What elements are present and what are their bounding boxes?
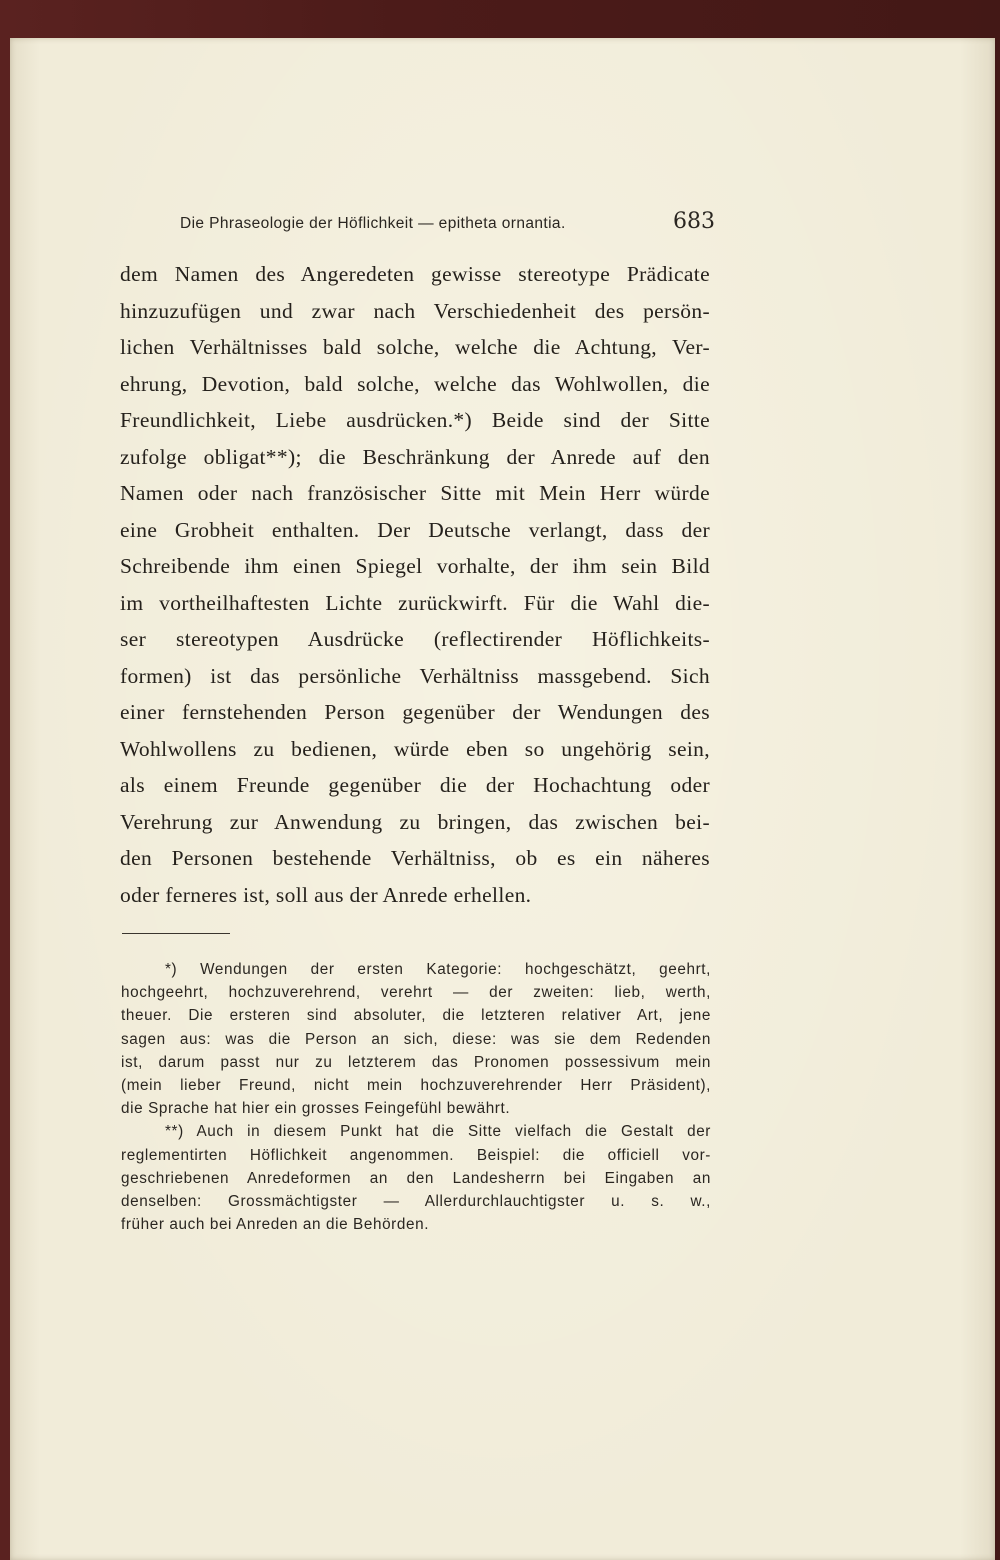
footnote-line: denselben: Grossmächtigster — Allerdurchlauchtigster u. s. w., [121,1193,711,1211]
body-line: zufolge obligat**); die Beschränkung der Anrede auf den [120,444,710,469]
body-line: einer fernstehenden Person gegenüber der Wendungen des [120,700,710,724]
footnote-line: ist, darum passt nur zu letzterem das Pronomen possessivum mein [121,1053,711,1071]
running-title: Die Phraseologie der Höflichkeit — epitheta ornantia. [180,215,566,232]
body-line: ehrung, Devotion, bald solche, welche das Wohlwollen, die [120,371,710,396]
body-line: Verehrung zur Anwendung zu bringen, das zwischen bei- [120,809,710,834]
body-line: im vortheilhaftesten Lichte zurückwirft. Für die Wahl die- [120,590,710,615]
footnote-line: früher auch bei Anreden an die Behörden. [121,1216,430,1234]
body-line: formen) ist das persönliche Verhältniss massgebend. Sich [120,663,710,688]
footnotes [121,958,711,1236]
body-paragraph [120,256,710,913]
footnote-line: reglementirten Höflichkeit angenommen. Beispiel: die officiell vor- [121,1146,711,1164]
body-line: hinzuzufügen und zwar nach Verschiedenheit des persön- [120,298,710,323]
footnote-line: theuer. Die ersteren sind absoluter, die letzteren relativer Art, jene [121,1007,711,1025]
footnote-line: sagen aus: was die Person an sich, diese: was sie dem Redenden [121,1030,711,1048]
body-line: dem Namen des Angeredeten gewisse stereotype Prädicate [120,262,710,286]
footnote-line: **) Auch in diesem Punkt hat die Sitte vielfach die Gestalt der [165,1123,711,1141]
body-line: Namen oder nach französischer Sitte mit Mein Herr würde [120,481,710,505]
body-line: ser stereotypen Ausdrücke (reflectirender Höflichkeits- [120,627,710,651]
body-line: Schreibende ihm einen Spiegel vorhalte, der ihm sein Bild [120,554,710,578]
footnote-line: hochgeehrt, hochzuverehrend, verehrt — der zweiten: lieb, werth, [121,984,711,1002]
body-line: eine Grobheit enthalten. Der Deutsche verlangt, dass der [120,517,710,542]
page-header [170,200,715,240]
footnote-line: *) Wendungen der ersten Kategorie: hochgeschätzt, geehrt, [165,961,711,978]
footnote-line: (mein lieber Freund, nicht mein hochzuverehrender Herr Präsident), [121,1077,711,1095]
body-line: Wohlwollens zu bedienen, würde eben so ungehörig sein, [120,736,710,761]
footnote-line: die Sprache hat hier ein grosses Feingefühl bewährt. [121,1100,511,1118]
footnote-separator [122,933,230,934]
footnote-line: geschriebenen Anredeformen an den Landesherrn bei Eingaben an [121,1169,711,1187]
body-line: Freundlichkeit, Liebe ausdrücken.*) Beide sind der Sitte [120,408,710,432]
body-line: oder ferneres ist, soll aus der Anrede erhellen. [120,882,532,907]
page-number: 683 [673,209,715,234]
body-line: als einem Freunde gegenüber die der Hochachtung oder [120,773,710,797]
body-line: lichen Verhältnisses bald solche, welche die Achtung, Ver- [120,335,710,359]
body-line: den Personen bestehende Verhältniss, ob es ein näheres [120,846,710,870]
